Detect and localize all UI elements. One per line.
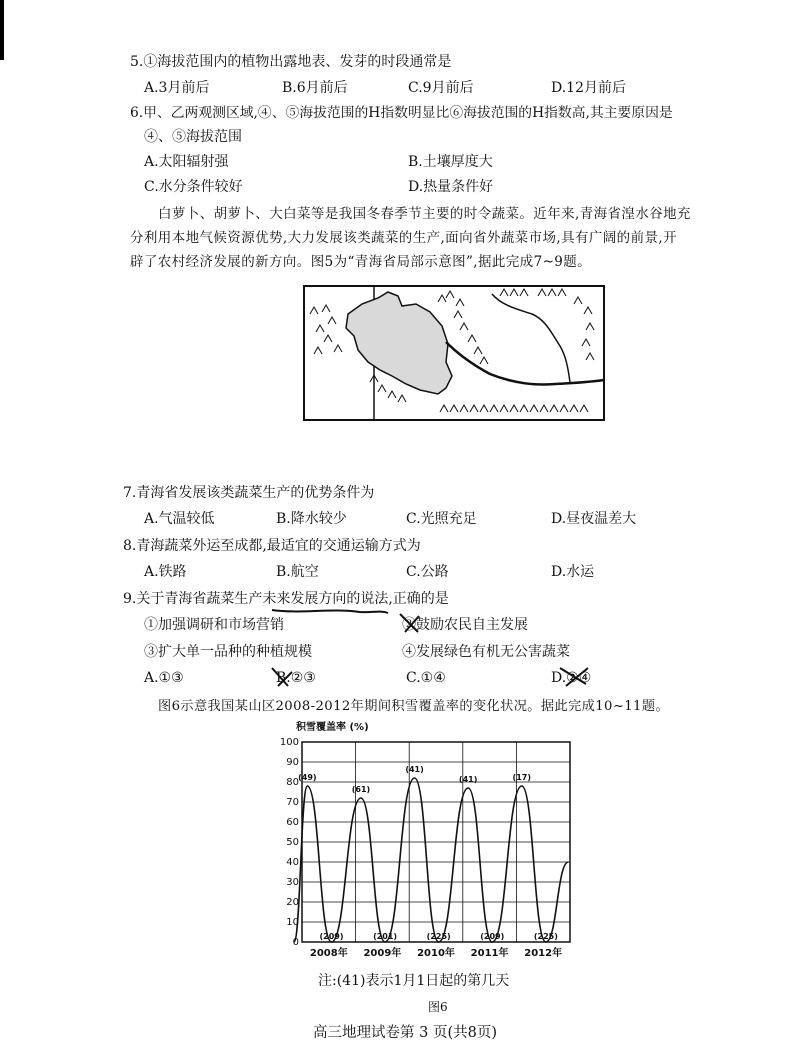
q7-option-d[interactable]: D.昼夜温差大 (551, 511, 637, 527)
q9-option-a[interactable]: A.①③ (144, 670, 184, 686)
x-tick-label: 2009年 (363, 948, 402, 959)
data-label: (41) (458, 775, 478, 784)
y-tick-label: 100 (279, 737, 299, 748)
q9-item-1: ①加强调研和市场营销 (144, 617, 284, 633)
x-tick-label: 2010年 (417, 948, 455, 959)
q7-option-b[interactable]: B.降水较少 (276, 511, 347, 527)
y-tick-label: 0 (292, 937, 299, 948)
figure6-caption: 图6 (428, 1000, 448, 1014)
y-tick-label: 10 (286, 917, 299, 928)
qinghai-lake (346, 292, 452, 394)
data-label: (201) (373, 932, 398, 941)
q5-option-d[interactable]: D.12月前后 (551, 80, 626, 96)
y-tick-label: 60 (286, 817, 299, 828)
data-label: (61) (351, 785, 371, 794)
scan-edge-mark (0, 0, 4, 60)
y-tick-label: 70 (286, 797, 299, 808)
q6-stem-line2: ④、⑤海拔范围 (144, 129, 242, 145)
q8-option-b[interactable]: B.航空 (276, 564, 319, 580)
figure6-note: 注:(41)表示1月1日起的第几天 (318, 973, 510, 989)
q8-option-d[interactable]: D.水运 (551, 564, 595, 580)
q9-option-b[interactable]: B.②③ (276, 670, 316, 686)
q5-stem: 5.①海拔范围内的植物出露地表、发芽的时段通常是 (130, 54, 452, 70)
data-label: (225) (426, 932, 451, 941)
data-label: (209) (480, 932, 505, 941)
q5-option-b[interactable]: B.6月前后 (282, 80, 348, 96)
figure6-chart (262, 718, 582, 970)
intro-7-9-line3: 辟了农村经济发展的新方向。图5为“青海省局部示意图”,据此完成7~9题。 (130, 254, 592, 270)
y-tick-label: 50 (286, 837, 299, 848)
x-tick-label: 2008年 (309, 948, 348, 959)
q6-option-b[interactable]: B.土壤厚度大 (408, 154, 493, 170)
intro-7-9-line2: 分利用本地气候资源优势,大力发展该类蔬菜的生产,面向省外蔬菜市场,具有广阔的前景,开 (130, 230, 677, 246)
x-tick-label: 2011年 (470, 948, 509, 959)
y-tick-label: 40 (286, 857, 299, 868)
q6-option-c[interactable]: C.水分条件较好 (144, 179, 243, 195)
q8-option-c[interactable]: C.公路 (406, 564, 449, 580)
intro-10-11: 图6示意我国某山区2008-2012年期间积雪覆盖率的变化状况。据此完成10~11题。 (158, 699, 670, 714)
handwritten-underline (270, 604, 390, 618)
q8-option-a[interactable]: A.铁路 (144, 564, 187, 580)
intro-7-9-line1: 白萝卜、胡萝卜、大白菜等是我国冬春季节主要的时令蔬菜。近年来,青海省湟水谷地充 (158, 206, 691, 222)
data-label: (225) (533, 932, 558, 941)
y-tick-label: 90 (286, 757, 299, 768)
q8-stem: 8.青海蔬菜外运至成都,最适宜的交通运输方式为 (123, 538, 421, 554)
y-tick-label: 20 (286, 897, 299, 908)
q9-option-d[interactable]: D.②④ (551, 670, 592, 686)
data-label: (41) (405, 765, 424, 774)
mountain-range (310, 289, 594, 412)
q6-option-d[interactable]: D.热量条件好 (408, 179, 494, 195)
q7-option-c[interactable]: C.光照充足 (406, 511, 477, 527)
tributary (492, 294, 570, 382)
data-label: (49) (298, 773, 317, 782)
q7-option-a[interactable]: A.气温较低 (144, 511, 215, 527)
q6-stem-line1: 6.甲、乙两观测区域,④、⑤海拔范围的H指数明显比⑥海拔范围的H指数高,其主要原因是 (130, 105, 673, 121)
figure5-map (270, 284, 615, 444)
page-footer: 高三地理试卷第 3 页(共8页) (313, 1025, 497, 1041)
q9-item-3: ③扩大单一品种的种植规模 (144, 644, 312, 660)
q9-item-2: ②鼓励农民自主发展 (402, 617, 528, 633)
q9-stem: 9.关于青海省蔬菜生产未来发展方向的说法,正确的是 (123, 591, 449, 607)
data-label: (209) (319, 932, 344, 941)
y-tick-label: 30 (286, 877, 299, 888)
q6-option-a[interactable]: A.太阳辐射强 (144, 154, 229, 170)
huangshui-river (446, 342, 604, 385)
q9-option-c[interactable]: C.①④ (406, 670, 446, 686)
y-tick-label: 80 (286, 777, 299, 788)
q5-option-a[interactable]: A.3月前后 (144, 80, 210, 96)
x-tick-label: 2012年 (524, 948, 563, 959)
q9-item-4: ④发展绿色有机无公害蔬菜 (402, 644, 570, 660)
q7-stem: 7.青海省发展该类蔬菜生产的优势条件为 (123, 485, 375, 501)
chart-ylabel: 积雪覆盖率 (%) (296, 722, 369, 733)
data-label: (17) (512, 773, 531, 782)
series-line-snow-cover (294, 778, 568, 942)
q5-option-c[interactable]: C.9月前后 (408, 80, 474, 96)
map-frame (304, 286, 604, 420)
